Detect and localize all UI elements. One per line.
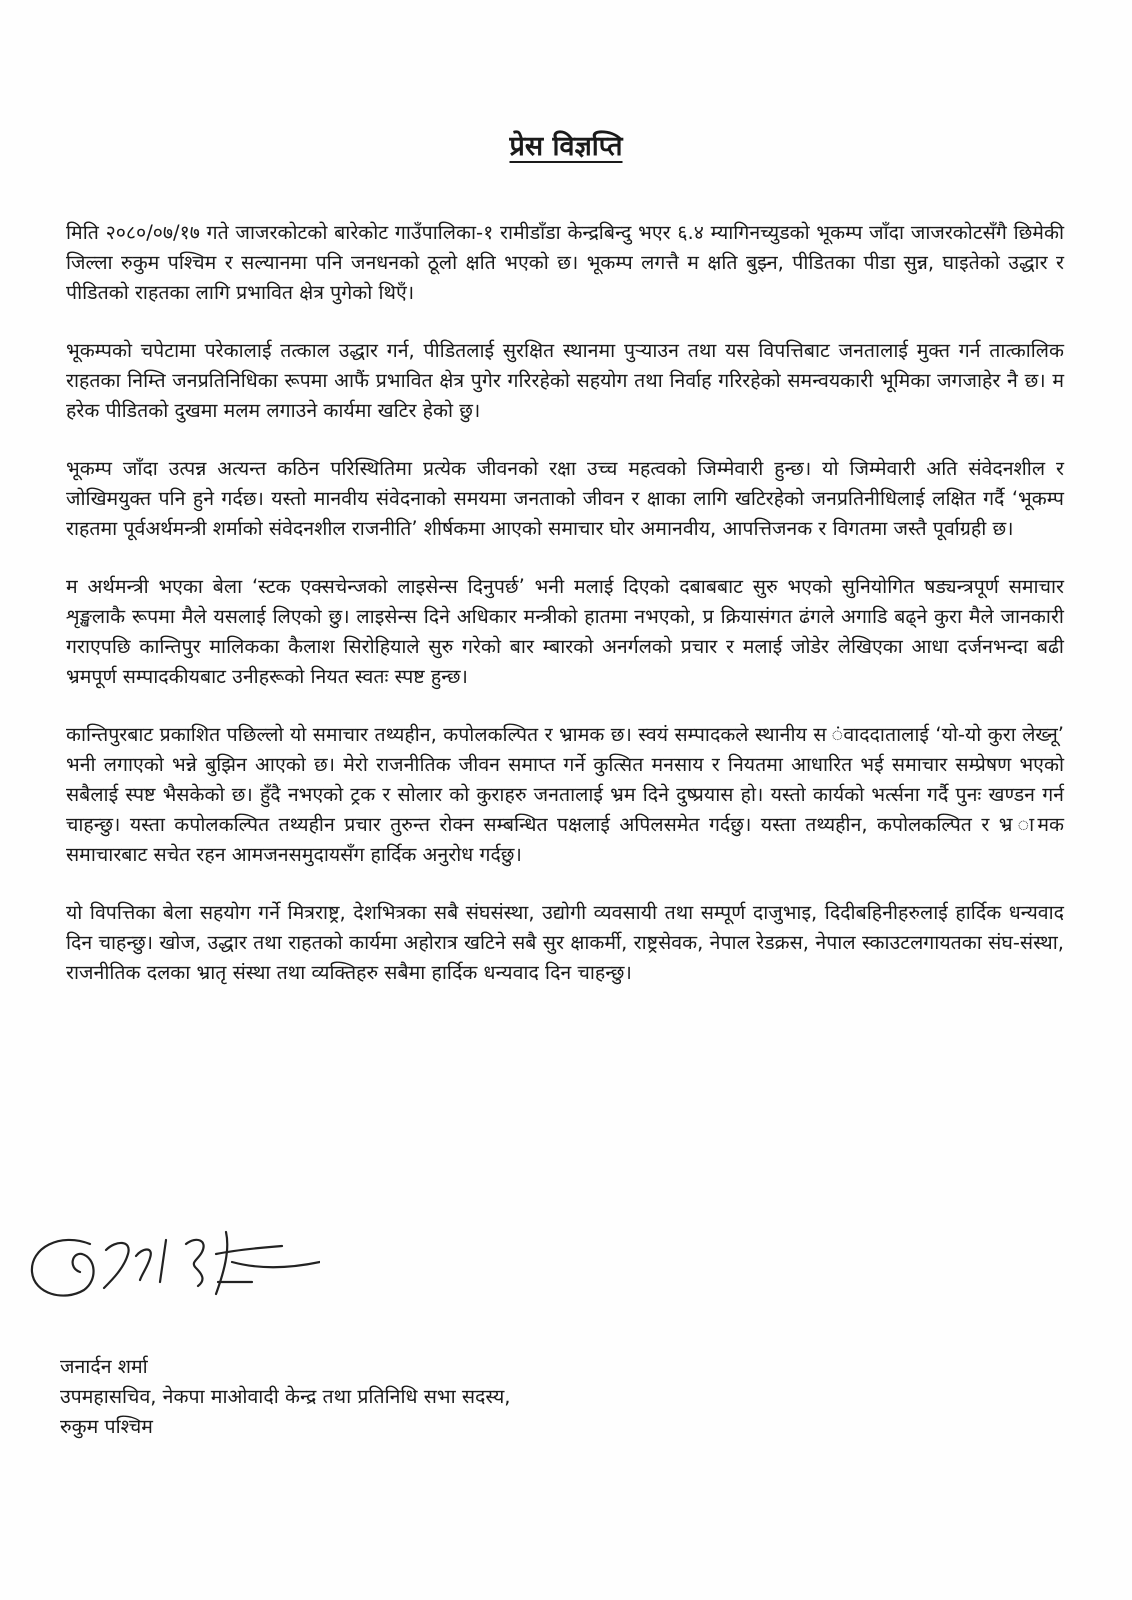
paragraph-4: म अर्थमन्त्री भएका बेला ‘स्टक एक्सचेन्जको लाइसेन्स दिनुपर्छ’ भनी मलाई दिएको दबाबबाट सुरु भएको सुनियोगित षड्यन्त्रपूर्ण समाचार शृङ्खलाकै रूपमा मैले यसलाई लिएको छु। लाइसेन्स दिने अधिकार मन्त्रीको हातमा नभएको, प्र क्रियासंगत ढंगले अगाडि बढ्ने कुरा मैले जानकारी गराएपछि कान्तिपुर मालिकका कैलाश सिरोहियाले सुरु गरेको बार म्बारको अनर्गलको प्रचार र मलाई जोडेर लेखिएका आधा दर्जनभन्दा बढी भ्रमपूर्ण सम्पादकीयबाट उनीहरूको नियत स्वतः स्पष्ट हुन्छ।: [66, 575, 1064, 688]
signatory-name: जनार्दन शर्मा: [60, 1355, 148, 1378]
title-text: प्रेस विज्ञप्ति: [509, 131, 623, 162]
signature-icon: [20, 1210, 320, 1320]
document-title: [0, 128, 1132, 166]
paragraph-6: यो विपत्तिका बेला सहयोग गर्ने मित्रराष्ट्र, देशभित्रका सबै संघसंस्था, उद्योगी व्यवसायी तथा सम्पूर्ण दाजुभाइ, दिदीबहिनीहरुलाई हार्दिक धन्यवाद दिन चाहन्छु। खोज, उद्धार तथा राहतको कार्यमा अहोरात्र खटिने सबै सुर क्षाकर्मी, राष्ट्रसेवक, नेपाल रेडक्रस, नेपाल स्काउटलगायतका संघ-संस्था, राजनीतिक दलका भ्रातृ संस्था तथा व्यक्तिहरु सबैमा हार्दिक धन्यवाद दिन चाहन्छु।: [66, 901, 1064, 984]
paragraph-3: भूकम्प जाँदा उत्पन्न अत्यन्त कठिन परिस्थितिमा प्रत्येक जीवनको रक्षा उच्च महत्वको जिम्मेवारी हुन्छ। यो जिम्मेवारी अति संवेदनशील र जोखिमयुक्त पनि हुने गर्दछ। यस्तो मानवीय संवेदनाको समयमा जनताको जीवन र क्षाका लागि खटिरहेको जनप्रतिनीधिलाई लक्षित गर्दै ‘भूकम्प राहतमा पूर्वअर्थमन्त्री शर्माको संवेदनशील राजनीति’ शीर्षकमा आएको समाचार घोर अमानवीय, आपत्तिजनक र विगतमा जस्तै पूर्वाग्रही छ।: [66, 457, 1064, 540]
document-body: [66, 218, 1064, 1016]
paragraph-2: भूकम्पको चपेटामा परेकालाई तत्काल उद्धार गर्न, पीडितलाई सुरक्षित स्थानमा पुऱ्याउन तथा यस विपत्तिबाट जनतालाई मुक्त गर्न तात्कालिक राहतका निम्ति जनप्रतिनिधिका रूपमा आफैं प्रभावित क्षेत्र पुगेर गरिरहेको सहयोग तथा निर्वाह गरिरहेको समन्वयकारी भूमिका जगजाहेर नै छ। म हरेक पीडितको दुखमा मलम लगाउने कार्यमा खटिर हेको छु।: [66, 339, 1064, 422]
paragraph-5: कान्तिपुरबाट प्रकाशित पछिल्लो यो समाचार तथ्यहीन, कपोलकल्पित र भ्रामक छ। स्वयं सम्पादकले स्थानीय स ंवाददातालाई ‘यो-यो कुरा लेख्नू’ भनी लगाएको भन्ने बुझिन आएको छ। मेरो राजनीतिक जीवन समाप्त गर्ने कुत्सित मनसाय र नियतमा आधारित भई समाचार सम्प्रेषण भएको सबैलाई स्पष्ट भैसकेको छ। हुँदै नभएको ट्रक र सोलार को कुराहरु जनतालाई भ्रम दिने दुष्प्रयास हो। यस्तो कार्यको भर्त्सना गर्दै पुनः खण्डन गर्न चाहन्छु। यस्ता कपोलकल्पित तथ्यहीन प्रचार तुरुन्त रोक्न सम्बन्धित पक्षलाई अपिलसमेत गर्दछु। यस्ता तथ्यहीन, कपोलकल्पित र भ्र ामक समाचारबाट सचेत रहन आमजनसमुदायसँग हार्दिक अनुरोध गर्दछु।: [66, 723, 1064, 866]
signatory-block: [60, 1352, 760, 1442]
signatory-constituency: रुकुम पश्चिम: [60, 1415, 153, 1438]
paragraph-1: मिति २०८०/०७/१७ गते जाजरकोटको बारेकोट गाउँपालिका-१ रामीडाँडा केन्द्रबिन्दु भएर ६.४ म्यागिनच्युडको भूकम्प जाँदा जाजरकोटसँगै छिमेकी जिल्ला रुकुम पश्चिम र सल्यानमा पनि जनधनको ठूलो क्षति भएको छ। भूकम्प लगत्तै म क्षति बुझ्न, पीडितका पीडा सुन्न, घाइतेको उद्धार र पीडितको राहतका लागि प्रभावित क्षेत्र पुगेको थिएँ।: [66, 221, 1064, 304]
signatory-designation: उपमहासचिव, नेकपा माओवादी केन्द्र तथा प्रतिनिधि सभा सदस्य,: [60, 1385, 511, 1408]
